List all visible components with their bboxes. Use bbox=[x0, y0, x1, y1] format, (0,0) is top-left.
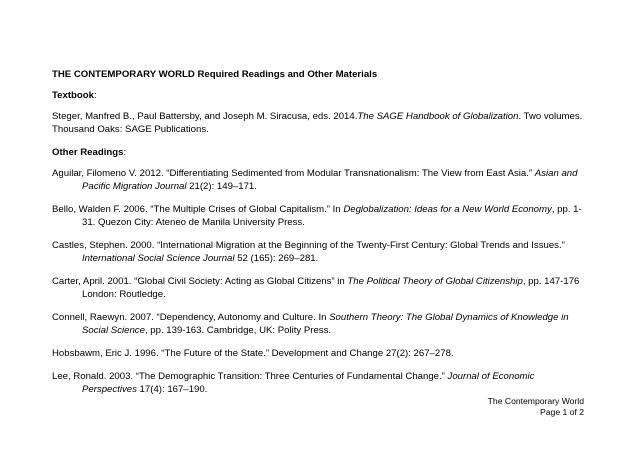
reference-title: Southern Theory: The Global Dynamics of Knowledge in Social Science bbox=[82, 312, 569, 336]
footer-page-number: Page 1 of 2 bbox=[540, 407, 584, 417]
other-readings-label-text: Other Readings bbox=[52, 147, 124, 158]
reference-post: , pp. 147-176 London: Routledge. bbox=[82, 276, 580, 300]
reference-pre: Castles, Stephen. 2000. “International Migration at the Beginning of the Twenty-First Century: Global Trends and Issues.” bbox=[52, 240, 565, 251]
reference-pre: Hobsbawm, Eric J. 1996. “The Future of the State.” Development and Change 27(2): 267–278. bbox=[52, 348, 454, 359]
textbook-label-text: Textbook bbox=[52, 90, 94, 101]
reference-title: International Social Science Journal bbox=[82, 253, 235, 264]
reference-pre: Carter, April. 2001. “Global Civil Society: Acting as Global Citizens” in bbox=[52, 276, 348, 287]
page-footer bbox=[488, 396, 584, 418]
reference-title: Asian and Pacific Migration Journal bbox=[82, 168, 578, 192]
reference-pre: Aguilar, Filomeno V. 2012. “Differentiating Sedimented from Modular Transnationalism: The View from East Asia.” bbox=[52, 168, 535, 179]
reference-post: 52 (165): 269–281. bbox=[234, 253, 319, 264]
reference-item bbox=[52, 203, 592, 229]
reference-title: Deglobalization: Ideas for a New World Economy bbox=[343, 204, 552, 215]
reference-item bbox=[52, 311, 592, 337]
footer-title: The Contemporary World bbox=[487, 396, 584, 406]
textbook-label: Textbook: bbox=[52, 90, 97, 101]
reference-item bbox=[52, 275, 592, 301]
textbook-entry-post: . Two volumes. Thousand Oaks: SAGE Publications. bbox=[52, 111, 583, 135]
reference-post: , pp. 139-163. Cambridge, UK: Polity Press. bbox=[144, 325, 332, 336]
textbook-entry-pre: Steger, Manfred B., Paul Battersby, and Joseph M. Siracusa, eds. 2014. bbox=[52, 111, 358, 122]
reference-title: The Political Theory of Global Citizenship bbox=[347, 276, 523, 287]
reference-post: 17(4): 167–190. bbox=[136, 384, 208, 395]
textbook-entry-title: The SAGE Handbook of Globalization bbox=[357, 111, 519, 122]
reference-post: , pp. 1-31. Quezon City: Ateneo de Manila University Press. bbox=[82, 204, 582, 228]
reference-item bbox=[52, 167, 592, 193]
reference-pre: Connell, Raewyn. 2007. “Dependency, Autonomy and Culture. In bbox=[52, 312, 330, 323]
document-heading: THE CONTEMPORARY WORLD Required Readings and Other Materials bbox=[52, 69, 378, 80]
textbook-entry bbox=[52, 110, 592, 136]
reference-pre: Lee, Ronald. 2003. “The Demographic Transition: Three Centuries of Fundamental Change.” bbox=[52, 371, 448, 382]
other-readings-label: Other Readings: bbox=[52, 147, 127, 158]
reference-title: Journal of Economic Perspectives bbox=[82, 371, 535, 395]
reference-item bbox=[52, 239, 592, 265]
reference-post: 21(2): 149–171. bbox=[186, 181, 257, 192]
reference-pre: Bello, Walden F. 2006. “The Multiple Crises of Global Capitalism.” In bbox=[52, 204, 344, 215]
document-body bbox=[52, 68, 592, 406]
reference-item bbox=[52, 347, 592, 360]
reference-item bbox=[52, 370, 592, 396]
